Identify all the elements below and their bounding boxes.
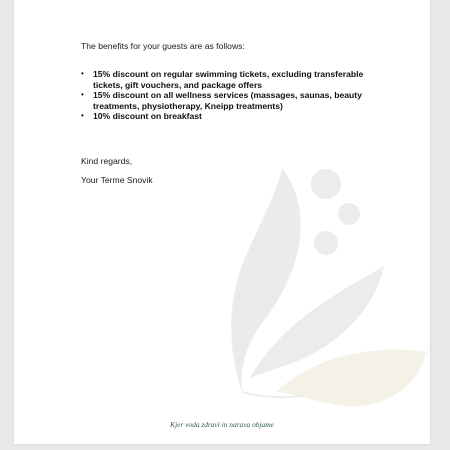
leaf-logo-watermark-icon xyxy=(14,0,430,444)
benefit-item xyxy=(81,69,381,90)
benefit-item xyxy=(81,111,381,122)
signature-text: Your Terme Snovik xyxy=(81,175,153,185)
footer-slogan: Kjer voda zdravi in narava objame xyxy=(170,420,274,429)
benefit-text: 15% discount on regular swimming tickets, excluding transferable tickets, gift vouchers, and package offers xyxy=(93,69,364,90)
bullet-icon: • xyxy=(81,111,84,120)
bullet-icon: • xyxy=(81,69,84,78)
bullet-icon: • xyxy=(81,90,84,99)
benefits-list xyxy=(81,69,381,122)
benefit-text: 15% discount on all wellness services (massages, saunas, beauty treatments, physiotherapy, Kneipp treatments) xyxy=(93,90,362,111)
benefit-item xyxy=(81,90,381,111)
benefit-text: 10% discount on breakfast xyxy=(93,111,202,121)
letter-page xyxy=(14,0,430,444)
benefits-intro-text: The benefits for your guests are as follows: xyxy=(81,41,245,51)
closing-text: Kind regards, xyxy=(81,156,133,166)
